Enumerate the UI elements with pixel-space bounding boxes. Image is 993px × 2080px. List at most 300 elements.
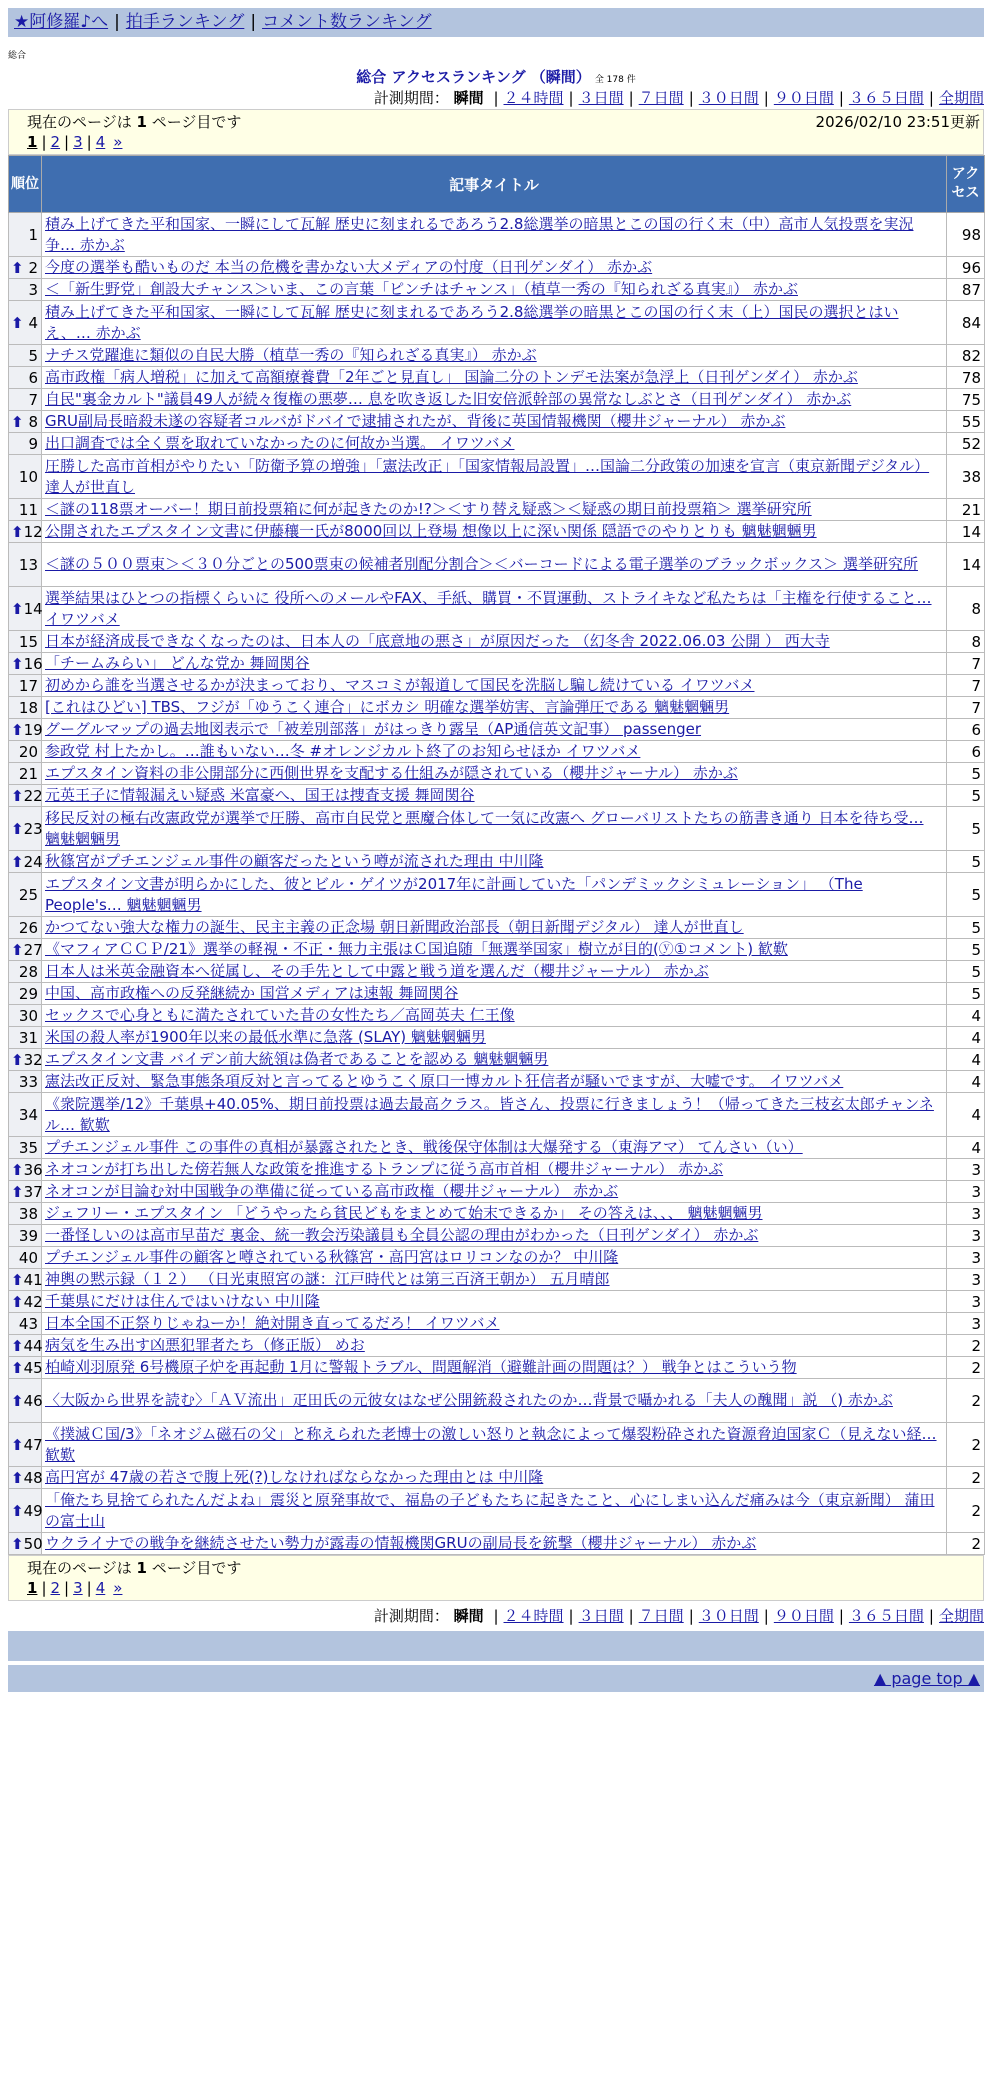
next-page-link[interactable]: » <box>113 133 123 151</box>
article-title-link[interactable]: 参政党 村上たかし。…誰もいない…冬 #オレンジカルト終了のお知らせほか イワツバメ <box>45 742 641 760</box>
rank-number: 11 <box>18 500 38 519</box>
period-link[interactable]: ７日間 <box>638 1607 684 1625</box>
table-row <box>9 345 985 367</box>
rank-cell <box>9 587 42 631</box>
rank-cell <box>9 1049 42 1071</box>
rank-number: 46 <box>23 1391 43 1410</box>
article-title-link[interactable]: [これはひどい] TBS、フジが「ゆうこく連合」にボカシ 明確な選挙妨害、言論弾圧である 魑魅魍魎男 <box>45 698 730 716</box>
page-link-4[interactable]: 4 <box>95 1579 106 1597</box>
page-link-1: 1 <box>27 1579 38 1597</box>
rank-number: 8 <box>28 412 38 431</box>
article-title-link[interactable]: 〈大阪から世界を読む〉「ＡＶ流出」疋田氏の元彼女はなぜ公開銃殺されたのか…背景で囁かれる「夫人の醜聞」説 （) 赤かぶ <box>45 1391 893 1409</box>
period-link[interactable]: 全期間 <box>938 1607 984 1625</box>
title-cell <box>42 1291 947 1313</box>
page-info-bottom <box>8 1555 984 1601</box>
rank-cell <box>9 697 42 719</box>
rank-cell <box>9 939 42 961</box>
table-row <box>9 1291 985 1313</box>
rank-up-arrow-icon: ⬆ <box>11 1358 24 1377</box>
rank-number: 47 <box>23 1435 43 1454</box>
table-row <box>9 631 985 653</box>
rank-number: 1 <box>28 225 38 244</box>
rank-cell <box>9 1489 42 1533</box>
title-cell <box>42 1313 947 1335</box>
rank-number: 49 <box>23 1501 43 1520</box>
rank-number: 13 <box>18 555 38 574</box>
rank-number: 32 <box>23 1050 43 1069</box>
period-link[interactable]: ２４時間 <box>503 89 564 107</box>
access-count: 8 <box>947 631 985 653</box>
rank-number: 12 <box>23 522 43 541</box>
rank-cell <box>9 543 42 587</box>
applause-ranking-link[interactable]: 拍手ランキング <box>125 12 245 32</box>
rank-number: 37 <box>23 1182 43 1201</box>
title-cell <box>42 697 947 719</box>
page-link-2[interactable]: 2 <box>50 133 61 151</box>
article-title-link[interactable]: 移民反対の極右改憲政党が選挙で圧勝、高市自民党と悪魔合体して一気に改憲へ グローバリストたちの筋書き通り 日本を待ち受… 魑魅魍魎男 <box>45 808 924 848</box>
access-count: 3 <box>947 1247 985 1269</box>
article-title-link[interactable]: ＜「新生野党」創設大チャンス＞いま、この言葉「ピンチはチャンス」（植草一秀の『知られざる真実』） 赤かぶ <box>45 280 798 298</box>
table-row <box>9 675 985 697</box>
title-cell <box>42 675 947 697</box>
article-title-link[interactable]: 積み上げてきた平和国家、一瞬にして瓦解 歴史に刻まれるであろう2.8総選挙の暗黒とこの国の行く末（中）高市人気投票を実況争… 赤かぶ <box>45 214 914 254</box>
rank-up-arrow-icon: ⬆ <box>11 1160 24 1179</box>
article-title-link[interactable]: 高円宮が 47歳の若さで腹上死(?)しなければならなかった理由とは 中川隆 <box>45 1468 544 1486</box>
title-cell <box>42 1027 947 1049</box>
table-row <box>9 279 985 301</box>
access-count: 2 <box>947 1533 985 1555</box>
page-link-3[interactable]: 3 <box>73 133 83 151</box>
article-title-link[interactable]: 元英王子に情報漏えい疑惑 米富豪へ、国王は捜査支援 舞岡関谷 <box>45 786 475 804</box>
rank-cell <box>9 1071 42 1093</box>
rank-number: 31 <box>18 1028 38 1047</box>
article-title-link[interactable]: 中国、高市政権への反発継続か 国営メディアは速報 舞岡関谷 <box>45 984 459 1002</box>
rank-up-arrow-icon: ⬆ <box>11 852 24 871</box>
table-row <box>9 1049 985 1071</box>
rank-cell <box>9 345 42 367</box>
access-count: 7 <box>947 675 985 697</box>
period-link[interactable]: ２４時間 <box>503 1607 564 1625</box>
period-link[interactable]: ３日間 <box>578 1607 624 1625</box>
period-separator: | <box>928 89 934 107</box>
access-count: 55 <box>947 411 985 433</box>
rank-cell <box>9 1335 42 1357</box>
page-link-4[interactable]: 4 <box>95 133 106 151</box>
period-link[interactable]: ３６５日間 <box>848 89 924 107</box>
ranking-rows <box>9 213 985 1555</box>
access-count: 2 <box>947 1357 985 1379</box>
article-title-link[interactable]: 「チームみらい」 どんな党か 舞岡関谷 <box>45 654 310 672</box>
article-title-link[interactable]: 《衆院選挙/12》千葉県+40.05%、期日前投票は過去最高クラス。皆さん、投票に行きましょう！（帰ってきた三枝玄太郎チャンネル… 歓歎 <box>45 1094 934 1134</box>
article-title-link[interactable]: 日本全国不正祭りじゃねーか！絶対開き直ってるだろ！ イワツバメ <box>45 1314 500 1332</box>
period-selector-top <box>8 87 984 109</box>
table-row <box>9 1093 985 1137</box>
title-cell <box>42 411 947 433</box>
period-link[interactable]: ３０日間 <box>698 89 759 107</box>
article-title-link[interactable]: プチエンジェル事件 この事件の真相が暴露されたとき、戦後保守体制は大爆発する（東海アマ） てんさい（い） <box>45 1138 803 1156</box>
article-title-link[interactable]: プチエンジェル事件の顧客と噂されている秋篠宮・高円宮はロリコンなのか？ 中川隆 <box>45 1248 619 1266</box>
comment-ranking-link[interactable]: コメント数ランキング <box>262 12 432 32</box>
title-cell <box>42 1159 947 1181</box>
table-row <box>9 1423 985 1467</box>
title-cell <box>42 917 947 939</box>
table-row <box>9 851 985 873</box>
rank-cell <box>9 1379 42 1423</box>
title-cell <box>42 389 947 411</box>
access-count: 4 <box>947 1005 985 1027</box>
article-title-link[interactable]: 日本人は米英金融資本へ従属し、その手先として中露と戦う道を選んだ（櫻井ジャーナル） 赤かぶ <box>45 962 709 980</box>
title-cell <box>42 1005 947 1027</box>
rank-cell <box>9 917 42 939</box>
page <box>8 8 984 1692</box>
rank-number: 23 <box>23 819 43 838</box>
period-selector-bottom <box>8 1605 984 1627</box>
article-title-link[interactable]: GRU副局長暗殺未遂の容疑者コルバがドバイで逮捕されたが、背後に英国情報機関（櫻井ジャーナル） 赤かぶ <box>45 412 786 430</box>
rank-cell <box>9 389 42 411</box>
title-cell <box>42 1533 947 1555</box>
table-row <box>9 961 985 983</box>
access-count: 75 <box>947 389 985 411</box>
rank-cell <box>9 1357 42 1379</box>
article-title-link[interactable]: ナチス党躍進に類似の自民大勝（植草一秀の『知られざる真実』） 赤かぶ <box>45 346 537 364</box>
title-cell <box>42 807 947 851</box>
rank-number: 33 <box>18 1072 38 1091</box>
title-cell <box>42 961 947 983</box>
access-count: 5 <box>947 851 985 873</box>
article-title-link[interactable]: ジェフリー・エプスタイン 「どうやったら貧民どもをまとめて始末できるか」 その答えは、、、 魑魅魍魎男 <box>45 1204 763 1222</box>
next-page-link[interactable]: » <box>113 1579 123 1597</box>
footer-bar <box>8 1631 984 1661</box>
access-count: 52 <box>947 433 985 455</box>
article-title-link[interactable]: 自民"裏金カルト"議員49人が続々復権の悪夢… 息を吹き返した旧安倍派幹部の異常なしぶとさ（日刊ゲンダイ） 赤かぶ <box>45 390 852 408</box>
article-title-link[interactable]: 一番怪しいのは高市早苗だ 裏金、統一教会汚染議員も全員公認の理由がわかった（日刊ゲンダイ） 赤かぶ <box>45 1226 759 1244</box>
access-count: 5 <box>947 763 985 785</box>
rank-number: 10 <box>18 467 38 486</box>
access-count: 3 <box>947 1313 985 1335</box>
article-title-link[interactable]: 日本が経済成長できなくなったのは、日本人の「底意地の悪さ」が原因だった （幻冬舎 2022.06.03 公開 ） 西大寺 <box>45 632 830 650</box>
rank-number: 16 <box>23 654 43 673</box>
rank-up-arrow-icon: ⬆ <box>11 1292 24 1311</box>
title-cell <box>42 587 947 631</box>
rank-cell <box>9 433 42 455</box>
rank-number: 38 <box>18 1204 38 1223</box>
article-title-link[interactable]: 千葉県にだけは住んではいけない 中川隆 <box>45 1292 320 1310</box>
rank-cell <box>9 367 42 389</box>
article-title-link[interactable]: 《撲滅Ｃ国/3》「ネオジム磁石の父」と称えられた老博士の激しい怒りと執念によって爆裂粉砕された資源脅迫国家Ｃ（見えない経… 歓歎 <box>45 1424 937 1464</box>
table-row <box>9 785 985 807</box>
access-count: 21 <box>947 499 985 521</box>
updated-time: 2026/02/10 23:51更新 <box>815 113 980 131</box>
period-link[interactable]: ３日間 <box>578 89 624 107</box>
access-count: 98 <box>947 213 985 257</box>
rank-cell <box>9 1247 42 1269</box>
rank-number: 22 <box>23 786 43 805</box>
rank-number: 21 <box>18 764 38 783</box>
access-count: 84 <box>947 301 985 345</box>
rank-cell <box>9 983 42 1005</box>
table-row <box>9 543 985 587</box>
header-title: 記事タイトル <box>42 156 947 213</box>
article-title-link[interactable]: 出口調査では全く票を取れていなかったのに何故か当選。 イワツバメ <box>45 434 515 452</box>
article-title-link[interactable]: エプスタイン文書 バイデン前大統領は偽者であることを認める 魑魅魍魎男 <box>45 1050 549 1068</box>
table-row <box>9 697 985 719</box>
rank-number: 39 <box>18 1226 38 1245</box>
table-row <box>9 1137 985 1159</box>
rank-number: 2 <box>28 258 38 277</box>
rank-number: 34 <box>18 1105 38 1124</box>
access-count: 38 <box>947 455 985 499</box>
rank-number: 30 <box>18 1006 38 1025</box>
rank-up-arrow-icon: ⬆ <box>11 1050 24 1069</box>
rank-number: 36 <box>23 1160 43 1179</box>
access-count: 5 <box>947 807 985 851</box>
article-title-link[interactable]: ウクライナでの戦争を継続させたい勢力が露毒の情報機関GRUの副局長を銃撃（櫻井ジャーナル） 赤かぶ <box>45 1534 757 1552</box>
access-count: 4 <box>947 1137 985 1159</box>
title-cell <box>42 1181 947 1203</box>
period-separator: | <box>928 1607 934 1625</box>
table-row <box>9 1379 985 1423</box>
page-title <box>8 67 984 87</box>
rank-number: 19 <box>23 720 43 739</box>
rank-up-arrow-icon: ⬆ <box>11 1534 24 1553</box>
rank-up-arrow-icon: ⬆ <box>11 313 24 332</box>
title-cell <box>42 873 947 917</box>
article-title-link[interactable]: ＜謎の５００票束＞＜３０分ごとの500票束の候補者別配分割合＞＜バーコードによる電子選挙のブラックボックス＞ 選挙研究所 <box>45 555 918 573</box>
access-count: 7 <box>947 697 985 719</box>
rank-cell <box>9 1467 42 1489</box>
period-label: 計測期間： <box>373 89 449 107</box>
table-row <box>9 455 985 499</box>
access-count: 6 <box>947 719 985 741</box>
rank-up-arrow-icon: ⬆ <box>11 1468 24 1487</box>
rank-cell <box>9 785 42 807</box>
rank-number: 9 <box>28 434 38 453</box>
period-link[interactable]: ３６５日間 <box>848 1607 924 1625</box>
table-row <box>9 587 985 631</box>
table-row <box>9 389 985 411</box>
period-separator: | <box>568 89 574 107</box>
rank-up-arrow-icon: ⬆ <box>11 1182 24 1201</box>
page-separator: | <box>41 1579 47 1597</box>
rank-cell <box>9 1181 42 1203</box>
rank-up-arrow-icon: ⬆ <box>11 1435 24 1454</box>
access-count: 6 <box>947 741 985 763</box>
current-page-text: 現在のページは 1 ページ目です <box>27 113 242 131</box>
rank-up-arrow-icon: ⬆ <box>11 1391 24 1410</box>
article-title-link[interactable]: 圧勝した高市首相がやりたい「防衛予算の増強」「憲法改正」「国家情報局設置」…国論二分政策の加速を宣言（東京新聞デジタル） 達人が世直し <box>45 456 930 496</box>
title-cell <box>42 1269 947 1291</box>
rank-number: 27 <box>23 940 43 959</box>
rank-cell <box>9 1269 42 1291</box>
title-cell <box>42 631 947 653</box>
rank-number: 35 <box>18 1138 38 1157</box>
period-separator: | <box>568 1607 574 1625</box>
rank-cell <box>9 1423 42 1467</box>
footer-pagetop-bar <box>8 1665 984 1692</box>
access-count: 8 <box>947 587 985 631</box>
access-count: 5 <box>947 961 985 983</box>
table-row <box>9 653 985 675</box>
article-title-link[interactable]: セックスで心身ともに満たされていた昔の女性たち／高岡英夫 仁王像 <box>45 1006 515 1024</box>
period-current: 瞬間 <box>453 89 484 107</box>
title-cell <box>42 301 947 345</box>
title-cell <box>42 1049 947 1071</box>
page-separator: | <box>64 133 70 151</box>
title-cell <box>42 1247 947 1269</box>
title-cell <box>42 1489 947 1533</box>
period-link[interactable]: ３０日間 <box>698 1607 759 1625</box>
rank-cell <box>9 213 42 257</box>
rank-up-arrow-icon: ⬆ <box>11 654 24 673</box>
page-link-3[interactable]: 3 <box>73 1579 83 1597</box>
article-title-link[interactable]: 柏崎刈羽原発 6号機原子炉を再起動 1月に警報トラブル、問題解消（避難計画の問題は？） 戦争とはこういう物 <box>45 1358 797 1376</box>
access-count: 78 <box>947 367 985 389</box>
period-separator: | <box>688 1607 694 1625</box>
article-title-link[interactable]: かつてない強大な権力の誕生、民主主義の正念場 朝日新聞政治部長（朝日新聞デジタル） 達人が世直し <box>45 918 744 936</box>
period-link[interactable]: ９０日間 <box>773 1607 834 1625</box>
home-link[interactable]: ★阿修羅♪へ <box>14 12 109 32</box>
category-label: 総合 <box>8 51 27 61</box>
rank-cell <box>9 961 42 983</box>
access-count: 87 <box>947 279 985 301</box>
rank-cell <box>9 1005 42 1027</box>
access-count: 2 <box>947 1335 985 1357</box>
rank-cell <box>9 1203 42 1225</box>
ranking-table <box>8 155 985 1555</box>
title-cell <box>42 851 947 873</box>
rank-number: 42 <box>23 1292 43 1311</box>
header-access: アクセス <box>947 156 985 213</box>
title-cell <box>42 455 947 499</box>
article-title-link[interactable]: 秋篠宮がプチエンジェル事件の顧客だったという噂が流された理由 中川隆 <box>45 852 544 870</box>
title-cell <box>42 1203 947 1225</box>
title-cell <box>42 433 947 455</box>
rank-cell <box>9 1291 42 1313</box>
header-rank: 順位 <box>9 156 42 213</box>
rank-up-arrow-icon: ⬆ <box>11 720 24 739</box>
rank-cell <box>9 455 42 499</box>
title-cell <box>42 213 947 257</box>
access-count: 96 <box>947 257 985 279</box>
period-link[interactable]: 全期間 <box>938 89 984 107</box>
table-row <box>9 213 985 257</box>
article-title-link[interactable]: 「俺たち見捨てられたんだよね」震災と原発事故で、福島の子どもたちに起きたこと、心にしまい込んだ痛みは今（東京新聞） 蒲田の富士山 <box>45 1490 935 1530</box>
title-cell <box>42 1467 947 1489</box>
access-count: 4 <box>947 1093 985 1137</box>
article-title-link[interactable]: ネオコンが目論む対中国戦争の準備に従っている高市政権（櫻井ジャーナル） 赤かぶ <box>45 1182 619 1200</box>
table-row <box>9 433 985 455</box>
rank-number: 44 <box>23 1336 43 1355</box>
table-row <box>9 1159 985 1181</box>
rank-number: 17 <box>18 676 38 695</box>
title-cell <box>42 279 947 301</box>
title-cell <box>42 521 947 543</box>
article-title-link[interactable]: エプスタイン文書が明らかにした、彼とビル・ゲイツが2017年に計画していた「パンデミックシミュレーション」 （The People's… 魑魅魍魎男 <box>45 874 863 914</box>
rank-cell <box>9 675 42 697</box>
rank-cell <box>9 631 42 653</box>
access-count: 4 <box>947 1049 985 1071</box>
period-separator: | <box>628 1607 634 1625</box>
article-title-link[interactable]: 公開されたエプスタイン文書に伊藤穰一氏が8000回以上登場 想像以上に深い関係 隠語でのやりとりも 魑魅魍魎男 <box>45 522 817 540</box>
period-separator: | <box>838 1607 844 1625</box>
access-count: 14 <box>947 521 985 543</box>
table-row <box>9 1203 985 1225</box>
article-title-link[interactable]: 積み上げてきた平和国家、一瞬にして瓦解 歴史に刻まれるであろう2.8総選挙の暗黒とこの国の行く末（上）国民の選択とはいえ、… 赤かぶ <box>45 302 899 342</box>
rank-up-arrow-icon: ⬆ <box>11 1270 24 1289</box>
article-title-link[interactable]: 病気を生み出す凶悪犯罪者たち（修正版） めお <box>45 1336 365 1354</box>
table-row <box>9 873 985 917</box>
rank-cell <box>9 1137 42 1159</box>
rank-up-arrow-icon: ⬆ <box>11 412 24 431</box>
period-link[interactable]: ９０日間 <box>773 89 834 107</box>
rank-number: 50 <box>23 1534 43 1553</box>
rank-cell <box>9 851 42 873</box>
article-title-link[interactable]: ＜謎の118票オーバー！期日前投票箱に何が起きたのか!?＞＜すり替え疑惑＞＜疑惑の期日前投票箱＞ 選挙研究所 <box>45 500 812 518</box>
period-link[interactable]: ７日間 <box>638 89 684 107</box>
article-title-link[interactable]: 初めから誰を当選させるかが決まっており、マスコミが報道して国民を洗脳し騙し続けている イワツバメ <box>45 676 755 694</box>
title-cell <box>42 367 947 389</box>
rank-cell <box>9 763 42 785</box>
rank-cell <box>9 521 42 543</box>
article-title-link[interactable]: 憲法改正反対、緊急事態条項反対と言ってるとゆうこく原口一博カルト狂信者が騒いでますが、大嘘です。 イワツバメ <box>45 1072 844 1090</box>
access-count: 2 <box>947 1379 985 1423</box>
table-row <box>9 1489 985 1533</box>
table-row <box>9 1313 985 1335</box>
rank-number: 24 <box>23 852 43 871</box>
rank-number: 5 <box>28 346 38 365</box>
nav-separator: | <box>250 12 257 32</box>
page-top-link[interactable]: ▲ page top ▲ <box>873 1669 980 1688</box>
rank-cell <box>9 719 42 741</box>
article-title-link[interactable]: エプスタイン資料の非公開部分に西側世界を支配する仕組みが隠されている（櫻井ジャーナル） 赤かぶ <box>45 764 738 782</box>
page-link-2[interactable]: 2 <box>50 1579 61 1597</box>
article-title-link[interactable]: 《マフィアＣＣＰ/21》選挙の軽視・不正・無力主張はＣ国追随「無選挙国家」樹立が目的(ⓨ①コメント) 歓歎 <box>45 940 788 958</box>
rank-cell <box>9 653 42 675</box>
article-title-link[interactable]: 選挙結果はひとつの指標くらいに 役所へのメールやFAX、手紙、購買・不買運動、ストライキなど私たちは「主権を行使すること… イワツバメ <box>45 588 932 628</box>
title-cell <box>42 1379 947 1423</box>
period-separator: | <box>763 89 769 107</box>
title-cell <box>42 257 947 279</box>
access-count: 2 <box>947 1489 985 1533</box>
table-row <box>9 301 985 345</box>
rank-number: 26 <box>18 918 38 937</box>
rank-up-arrow-icon: ⬆ <box>11 599 24 618</box>
access-count: 5 <box>947 785 985 807</box>
article-title-link[interactable]: 神輿の黙示録（１２） （日光東照宮の謎：江戸時代とは第三百済王朝か） 五月晴郎 <box>45 1270 610 1288</box>
current-page-text-bottom: 現在のページは 1 ページ目です <box>27 1559 242 1577</box>
rank-cell <box>9 411 42 433</box>
article-title-link[interactable]: 今度の選挙も酷いものだ 本当の危機を書かない大メディアの忖度（日刊ゲンダイ） 赤かぶ <box>45 258 653 276</box>
rank-number: 43 <box>18 1314 38 1333</box>
table-row <box>9 1533 985 1555</box>
article-title-link[interactable]: グーグルマップの過去地図表示で「被差別部落」がはっきり露呈（AP通信英文記事） passenger <box>45 720 702 738</box>
table-row <box>9 983 985 1005</box>
rank-number: 41 <box>23 1270 43 1289</box>
article-title-link[interactable]: ネオコンが打ち出した傍若無人な政策を推進するトランプに従う高市首相（櫻井ジャーナル） 赤かぶ <box>45 1160 724 1178</box>
article-title-link[interactable]: 高市政権「病人増税」に加えて高額療養費「2年ごと見直し」 国論二分のトンデモ法案が急浮上（日刊ゲンダイ） 赤かぶ <box>45 368 858 386</box>
title-cell <box>42 741 947 763</box>
rank-number: 18 <box>18 698 38 717</box>
title-cell <box>42 653 947 675</box>
table-row <box>9 521 985 543</box>
article-title-link[interactable]: 米国の殺人率が1900年以来の最低水準に急落 (SLAY) 魑魅魍魎男 <box>45 1028 486 1046</box>
rank-cell <box>9 279 42 301</box>
table-row <box>9 741 985 763</box>
access-count: 3 <box>947 1269 985 1291</box>
rank-cell <box>9 1313 42 1335</box>
page-link-1: 1 <box>27 133 38 151</box>
title-cell <box>42 499 947 521</box>
